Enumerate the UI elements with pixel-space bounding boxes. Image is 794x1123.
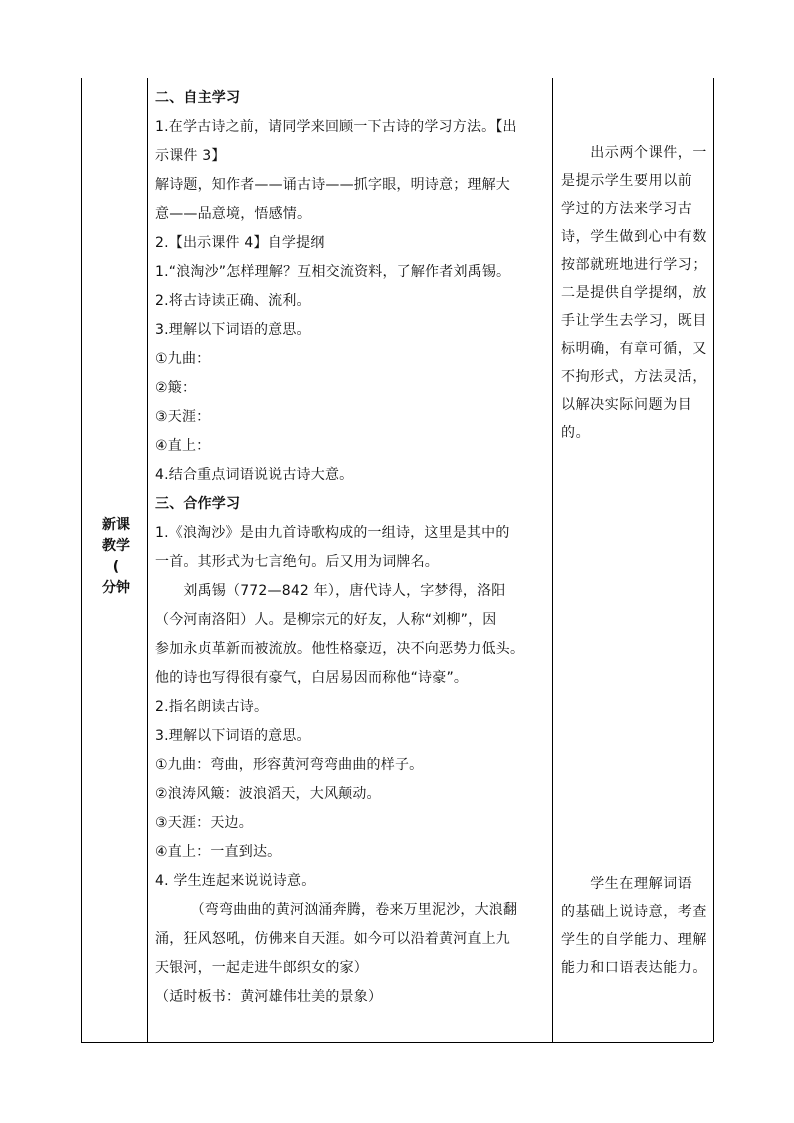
content-line: 2.【出示课件 4】自学提纲	[155, 235, 325, 251]
note-line: 是提示学生要用以前	[561, 173, 693, 189]
content-line: 解诗题，知作者——诵古诗——抓字眼，明诗意；理解大	[155, 177, 510, 193]
content-line: （今河南洛阳）人。是柳宗元的好友，人称“刘柳”，因	[155, 612, 497, 628]
table-border-bottom	[81, 1042, 713, 1043]
section-heading: 二、自主学习	[155, 90, 241, 106]
design-note-1	[561, 139, 713, 447]
content-line: ①九曲：	[155, 351, 211, 367]
note-line: 的。	[561, 425, 591, 441]
stage-label-line: (	[112, 559, 120, 575]
content-line: 示课件 3】	[155, 148, 226, 164]
note-line: 出示两个课件，一	[561, 145, 707, 161]
content-line: 2.将古诗读正确、流利。	[155, 293, 311, 309]
content-line: ④直上：一直到达。	[155, 844, 282, 860]
note-line: 能力和口语表达能力。	[561, 960, 707, 976]
note-line: 学生的自学能力、理解	[561, 932, 707, 948]
content-line: ④直上：	[155, 438, 211, 454]
note-line: 的基础上说诗意，考查	[561, 904, 707, 920]
content-line: 他的诗也写得很有豪气，白居易因而称他“诗豪”。	[155, 670, 469, 686]
note-line: 二是提供自学提纲，放	[561, 285, 707, 301]
table-border-left	[81, 78, 82, 1042]
content-line: 1.“浪淘沙”怎样理解？互相交流资料，了解作者刘禹锡。	[155, 264, 511, 280]
table-border-col1	[147, 78, 148, 1042]
note-line: 以解决实际问题为目	[561, 397, 693, 413]
content-line: （弯弯曲曲的黄河汹涌奔腾，卷来万里泥沙，大浪翻	[155, 902, 518, 918]
content-line: （适时板书：黄河雄伟壮美的景象）	[155, 989, 383, 1005]
table-border-col2	[552, 78, 553, 1042]
content-line: 4. 学生连起来说说诗意。	[155, 873, 316, 889]
stage-label-line: 教学	[102, 538, 130, 554]
content-line: 天银河，一起走进牛郎织女的家）	[155, 960, 368, 976]
content-line: ③天涯：天边。	[155, 815, 253, 831]
teaching-content	[155, 84, 551, 1012]
note-line: 学生在理解词语	[561, 876, 693, 892]
content-line: 涌，狂风怒吼，仿佛来自天涯。如今可以沿着黄河直上九	[155, 931, 510, 947]
note-line: 诗，学生做到心中有数	[561, 229, 707, 245]
note-line: 标明确，有章可循，又	[561, 341, 707, 357]
design-note-2	[561, 870, 713, 982]
content-line: 1.《浪淘沙》是由九首诗歌构成的一组诗，这里是其中的	[155, 525, 510, 541]
content-line: 参加永贞革新而被流放。他性格豪迈，决不向恶势力低头。	[155, 641, 525, 657]
stage-label-line: 新课	[102, 517, 130, 533]
content-line: ②浪涛风簸：波浪滔天，大风颠动。	[155, 786, 381, 802]
note-line: 不拘形式，方法灵活，	[561, 369, 707, 385]
table-border-right	[713, 78, 714, 1042]
content-line: 4.结合重点词语说说古诗大意。	[155, 467, 354, 483]
content-line: ②簸：	[155, 380, 197, 396]
content-line: 1.在学古诗之前，请同学来回顾一下古诗的学习方法。【出	[155, 119, 517, 135]
content-line: 3.理解以下词语的意思。	[155, 322, 311, 338]
note-line: 手让学生去学习，既目	[561, 313, 707, 329]
content-line: ③天涯：	[155, 409, 211, 425]
stage-label-line: 分钟	[102, 580, 130, 596]
content-line: 刘禹锡（772—842 年），唐代诗人，字梦得，洛阳	[155, 583, 506, 599]
note-line: 学过的方法来学习古	[561, 201, 693, 217]
content-line: 2.指名朗读古诗。	[155, 699, 269, 715]
content-line: 意——品意境，悟感情。	[155, 206, 312, 222]
note-line: 按部就班地进行学习；	[561, 257, 707, 273]
content-line: ①九曲：弯曲，形容黄河弯弯曲曲的样子。	[155, 757, 424, 773]
content-line: 3.理解以下词语的意思。	[155, 728, 311, 744]
content-line: 一首。其形式为七言绝句。后又用为词牌名。	[155, 554, 439, 570]
stage-label	[92, 515, 140, 599]
section-heading: 三、合作学习	[155, 496, 241, 512]
